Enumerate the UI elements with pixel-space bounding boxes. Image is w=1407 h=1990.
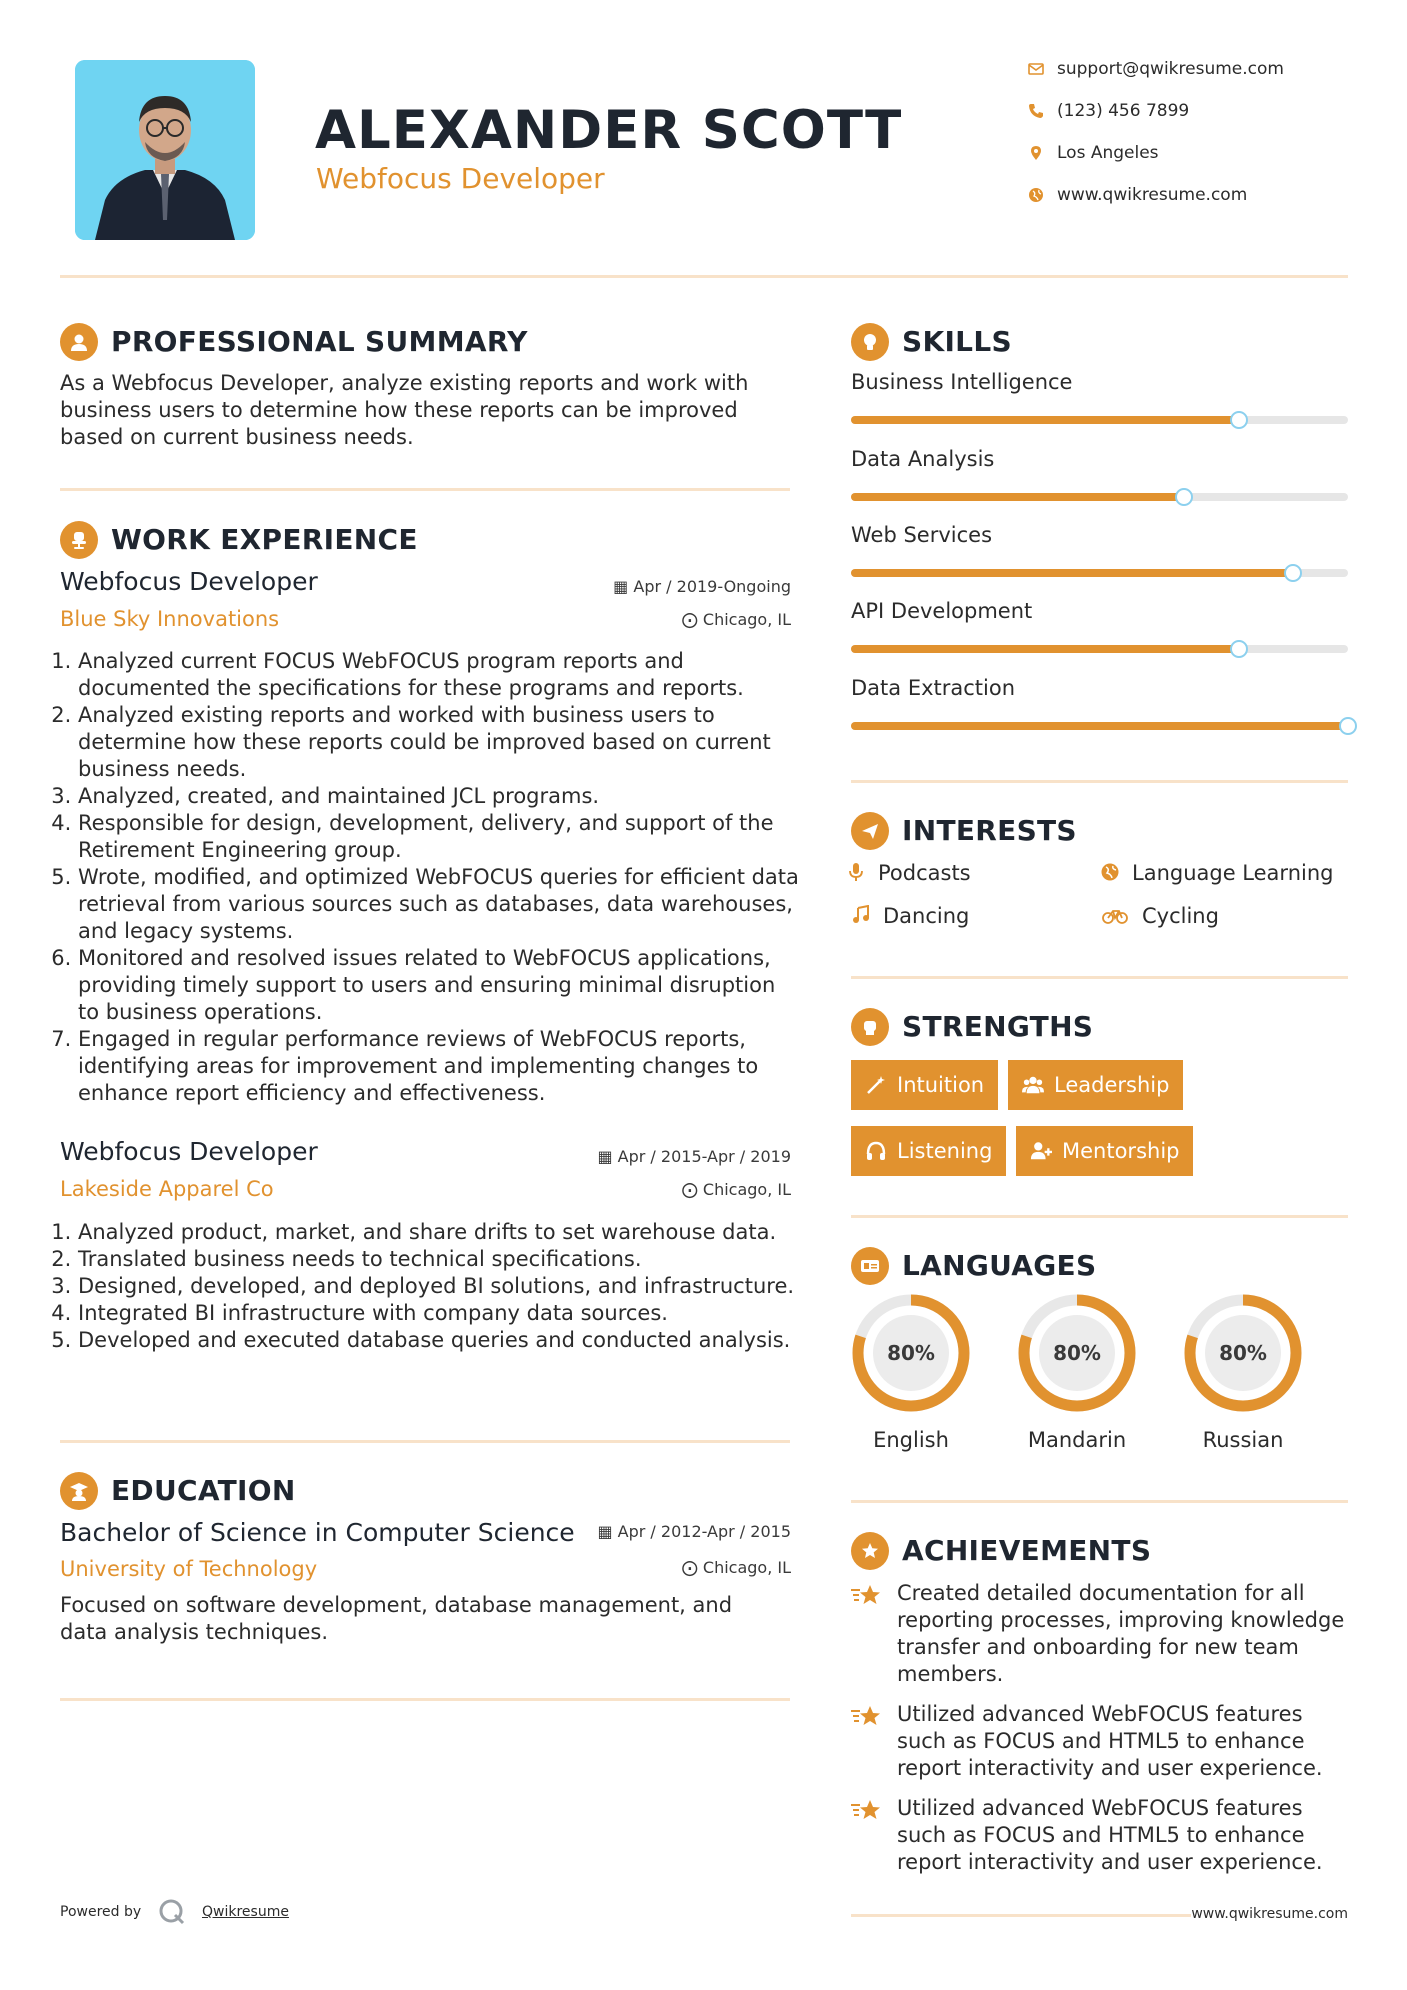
- job-2-dates: [597, 1147, 791, 1166]
- pushpin-icon: ⨀: [681, 610, 698, 629]
- strength-chip: [1016, 1126, 1193, 1176]
- star-icon: [851, 1797, 883, 1825]
- star-icon: [851, 1703, 883, 1731]
- summary-section-icon: [60, 323, 98, 361]
- calendar-icon: ▦: [613, 577, 629, 596]
- interest-item: [883, 904, 969, 928]
- skill-bar: [851, 493, 1348, 501]
- achievement-text: Created detailed documentation for all reporting processes, improving knowledge transfer and onboarding for new team members.: [897, 1581, 1345, 1686]
- skill-bar-knob: [1175, 488, 1193, 506]
- footer-website[interactable]: www.qwikresume.com: [1191, 1906, 1348, 1922]
- experience-section-icon: [60, 521, 98, 559]
- skill-bar-knob: [1230, 411, 1248, 429]
- list-item: 3. Designed, developed, and deployed BI solutions, and infrastructure.: [78, 1273, 800, 1300]
- education-degree: Bachelor of Science in Computer Science: [60, 1518, 575, 1547]
- list-item: 6. Monitored and resolved issues related to WebFOCUS applications, providing timely support to users and ensuring minimal disruption to business operations.: [78, 945, 800, 1026]
- achievement-item: [897, 1580, 1348, 1688]
- strength-chip: [851, 1060, 998, 1110]
- achievement-text: Utilized advanced WebFOCUS features such as FOCUS and HTML5 to enhance report interactivity and user experience.: [897, 1702, 1323, 1780]
- skill-bar-fill: [851, 645, 1239, 653]
- list-item: 1. Analyzed current FOCUS WebFOCUS program reports and documented the specifications for these programs and reports.: [78, 648, 800, 702]
- skill-bar-knob: [1284, 564, 1302, 582]
- graduate-icon: [68, 1480, 90, 1502]
- magic-wand-icon: [865, 1074, 887, 1096]
- list-item: 3. Analyzed, created, and maintained JCL programs.: [78, 783, 800, 810]
- job-2-location: [682, 1180, 791, 1199]
- strengths-heading: STRENGTHS: [902, 1010, 1094, 1043]
- globe-icon: [1100, 862, 1120, 882]
- job-1-company: Blue Sky Innovations: [60, 607, 280, 631]
- education-location-text: Chicago, IL: [702, 1558, 791, 1577]
- skill-bar: [851, 645, 1348, 653]
- strength-chip: [851, 1126, 1006, 1176]
- donut-percent: 80%: [1053, 1341, 1101, 1365]
- footer-divider: [851, 1914, 1191, 1917]
- strength-label: Leadership: [1054, 1073, 1170, 1097]
- language-donut: [1016, 1292, 1138, 1414]
- education-location: [682, 1558, 791, 1577]
- website-text: www.qwikresume.com: [1057, 185, 1248, 205]
- skill-bar-fill: [851, 722, 1348, 730]
- summary-divider: [60, 488, 790, 491]
- skill-bar: [851, 722, 1348, 730]
- interest-label: Cycling: [1142, 904, 1219, 928]
- paper-plane-icon: [859, 820, 881, 842]
- experience-divider: [60, 1440, 790, 1443]
- contact-location: [1057, 143, 1159, 163]
- languages-section-icon: [851, 1247, 889, 1285]
- skills-divider: [851, 780, 1348, 783]
- strengths-section-icon: [851, 1008, 889, 1046]
- interests-section-icon: [851, 812, 889, 850]
- list-item: 4. Responsible for design, development, delivery, and support of the Retirement Engineering group.: [78, 810, 800, 864]
- email-text: support@qwikresume.com: [1057, 59, 1284, 79]
- list-item: 7. Engaged in regular performance reviews of WebFOCUS reports, identifying areas for improvement and implementing changes to enhance report efficiency and effectiveness.: [78, 1026, 800, 1107]
- star-icon: [851, 1582, 883, 1610]
- skill-bar-fill: [851, 569, 1293, 577]
- location-text: Los Angeles: [1057, 143, 1159, 163]
- pushpin-icon: ⨀: [681, 1180, 698, 1199]
- donut-percent: 80%: [887, 1341, 935, 1365]
- donut-percent: 80%: [1219, 1341, 1267, 1365]
- user-icon: [68, 331, 90, 353]
- strength-label: Intuition: [897, 1073, 985, 1097]
- skill-bar-knob: [1339, 717, 1357, 735]
- language-donut: [850, 1292, 972, 1414]
- language-item: [850, 1292, 972, 1418]
- languages-heading: LANGUAGES: [902, 1249, 1097, 1282]
- music-icon: [851, 905, 871, 925]
- language-name: Russian: [1202, 1428, 1284, 1452]
- microphone-icon: [846, 862, 866, 882]
- skill-label: API Development: [851, 599, 1033, 623]
- calendar-icon: ▦: [597, 1147, 613, 1166]
- users-icon: [1022, 1074, 1044, 1096]
- achievements-section-icon: [851, 1532, 889, 1570]
- globe-icon: [1028, 187, 1044, 203]
- bicycle-icon: [1102, 905, 1128, 925]
- powered-by-label: Powered by: [60, 1904, 142, 1920]
- envelope-icon: [1028, 61, 1044, 77]
- job-2-location-text: Chicago, IL: [702, 1180, 791, 1199]
- skills-heading: SKILLS: [902, 325, 1012, 358]
- job-1-location-text: Chicago, IL: [702, 610, 791, 629]
- fist-icon: [859, 1016, 881, 1038]
- language-item: [1016, 1292, 1138, 1418]
- language-item: [1182, 1292, 1304, 1418]
- skill-bar-knob: [1230, 640, 1248, 658]
- star-badge-icon: [859, 1540, 881, 1562]
- strength-label: Mentorship: [1062, 1139, 1180, 1163]
- skills-list: [851, 370, 1348, 740]
- job-1-title: Webfocus Developer: [60, 567, 318, 596]
- interest-label: Language Learning: [1132, 861, 1334, 885]
- achievement-item: [897, 1795, 1348, 1876]
- achievement-text: Utilized advanced WebFOCUS features such as FOCUS and HTML5 to enhance report interactivity and user experience.: [897, 1796, 1323, 1874]
- interests-divider: [851, 976, 1348, 979]
- job-2-dates-text: Apr / 2015-Apr / 2019: [617, 1147, 791, 1166]
- education-school: University of Technology: [60, 1557, 318, 1581]
- language-name: Mandarin: [1027, 1428, 1127, 1452]
- interest-item: [1132, 861, 1333, 885]
- job-1-dates-text: Apr / 2019-Ongoing: [633, 577, 791, 596]
- education-divider: [60, 1698, 790, 1701]
- skill-bar: [851, 569, 1348, 577]
- phone-text: (123) 456 7899: [1057, 101, 1190, 121]
- interests-heading: INTERESTS: [902, 814, 1077, 847]
- job-2-company: Lakeside Apparel Co: [60, 1177, 274, 1201]
- candidate-title: Webfocus Developer: [316, 162, 605, 195]
- skill-bar: [851, 416, 1348, 424]
- contact-website[interactable]: [1057, 185, 1247, 205]
- job-1-bullets: [60, 648, 800, 1107]
- map-pin-icon: [1028, 145, 1044, 161]
- job-1-dates: [613, 577, 791, 596]
- skill-label: Data Analysis: [851, 447, 995, 471]
- language-donut: [1182, 1292, 1304, 1414]
- headphones-icon: [865, 1140, 887, 1162]
- strengths-divider: [851, 1215, 1348, 1218]
- interest-label: Podcasts: [878, 861, 971, 885]
- summary-heading: PROFESSIONAL SUMMARY: [111, 325, 528, 358]
- job-2-bullets: [60, 1219, 800, 1354]
- candidate-name: ALEXANDER SCOTT: [315, 100, 903, 161]
- strength-chip: [1008, 1060, 1183, 1110]
- education-heading: EDUCATION: [111, 1474, 296, 1507]
- header-divider: [60, 275, 1348, 278]
- contact-email[interactable]: [1057, 59, 1284, 79]
- phone-icon: [1028, 103, 1044, 119]
- list-item: 5. Developed and executed database queries and conducted analysis.: [78, 1327, 800, 1354]
- skill-label: Data Extraction: [851, 676, 1016, 700]
- calendar-icon: ▦: [597, 1522, 613, 1541]
- education-description: Focused on software development, database management, and data analysis techniques.: [60, 1593, 733, 1644]
- education-dates-text: Apr / 2012-Apr / 2015: [617, 1522, 791, 1541]
- job-1-location: [682, 610, 791, 629]
- office-chair-icon: [68, 529, 90, 551]
- list-item: 4. Integrated BI infrastructure with company data sources.: [78, 1300, 800, 1327]
- language-card-icon: [859, 1255, 881, 1277]
- achievement-item: [897, 1701, 1348, 1782]
- interest-label: Dancing: [883, 904, 970, 928]
- list-item: 2. Analyzed existing reports and worked with business users to determine how these reports could be improved based on current business needs.: [78, 702, 800, 783]
- list-item: 2. Translated business needs to technical specifications.: [78, 1246, 800, 1273]
- strength-label: Listening: [897, 1139, 993, 1163]
- interest-item: [1142, 904, 1219, 928]
- achievements-heading: ACHIEVEMENTS: [902, 1534, 1152, 1567]
- user-plus-icon: [1030, 1140, 1052, 1162]
- languages-divider: [851, 1500, 1348, 1503]
- job-2-title: Webfocus Developer: [60, 1137, 318, 1166]
- lightbulb-icon: [859, 331, 881, 353]
- contact-phone[interactable]: [1057, 101, 1189, 121]
- qwikresume-link[interactable]: Qwikresume: [202, 1904, 289, 1920]
- education-section-icon: [60, 1472, 98, 1510]
- skills-section-icon: [851, 323, 889, 361]
- profile-photo: [75, 60, 255, 240]
- qwikresume-logo-icon: [158, 1898, 186, 1926]
- experience-heading: WORK EXPERIENCE: [111, 523, 418, 556]
- skill-bar-fill: [851, 416, 1239, 424]
- pushpin-icon: ⨀: [681, 1558, 698, 1577]
- list-item: 1. Analyzed product, market, and share drifts to set warehouse data.: [78, 1219, 800, 1246]
- education-dates: [597, 1522, 791, 1541]
- list-item: 5. Wrote, modified, and optimized WebFOCUS queries for efficient data retrieval from various sources such as databases, data warehouses, and legacy systems.: [78, 864, 800, 945]
- language-name: English: [873, 1428, 949, 1452]
- skill-bar-fill: [851, 493, 1184, 501]
- skill-label: Web Services: [851, 523, 993, 547]
- person-portrait-icon: [75, 60, 255, 240]
- interest-item: [878, 861, 971, 885]
- summary-text: As a Webfocus Developer, analyze existing reports and work with business users to determine how these reports can be improved based on current business needs.: [60, 371, 749, 449]
- skill-label: Business Intelligence: [851, 370, 1073, 394]
